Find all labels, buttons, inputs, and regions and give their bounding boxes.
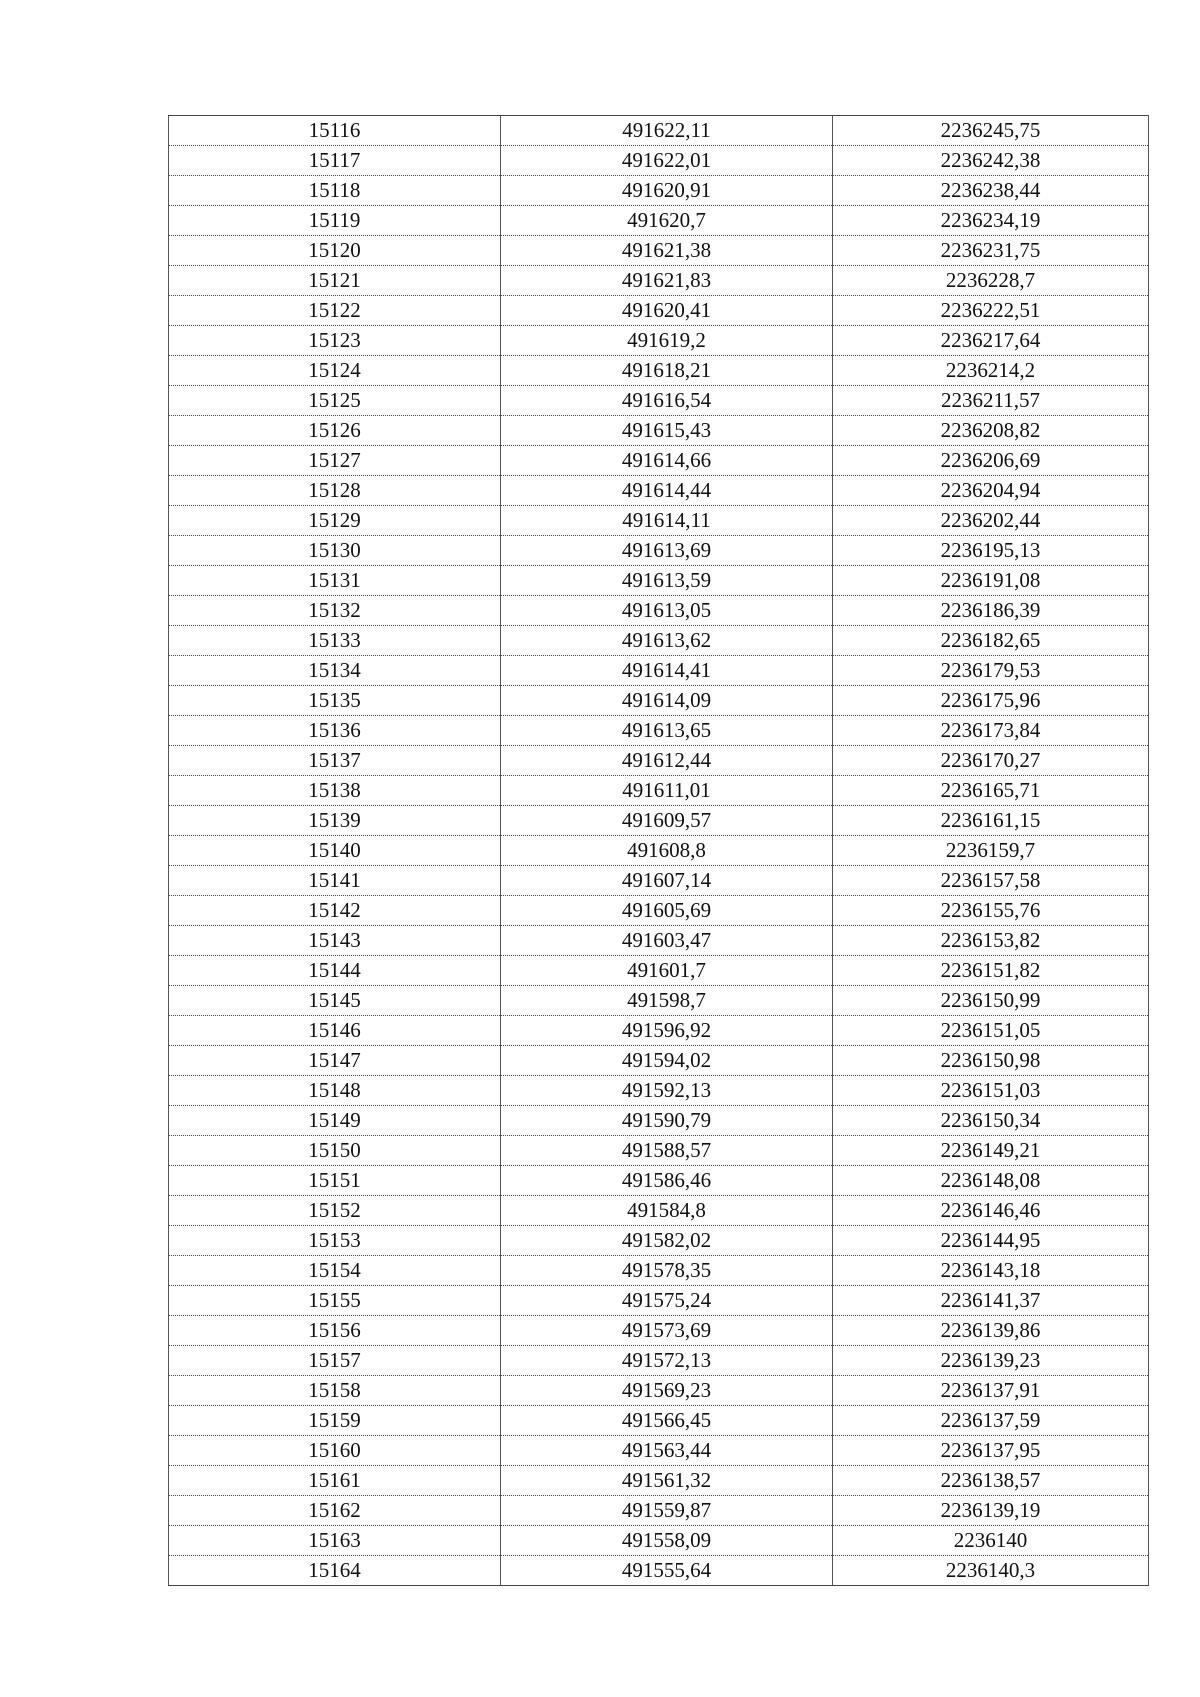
y-coordinate-cell: 2236148,08 <box>833 1166 1149 1196</box>
x-coordinate-cell: 491612,44 <box>501 746 833 776</box>
y-coordinate-cell: 2236204,94 <box>833 476 1149 506</box>
x-coordinate-cell: 491614,09 <box>501 686 833 716</box>
point-number-cell: 15157 <box>169 1346 501 1376</box>
y-coordinate-cell: 2236195,13 <box>833 536 1149 566</box>
y-coordinate-cell: 2236231,75 <box>833 236 1149 266</box>
x-coordinate-cell: 491613,62 <box>501 626 833 656</box>
x-coordinate-cell: 491559,87 <box>501 1496 833 1526</box>
y-coordinate-cell: 2236139,23 <box>833 1346 1149 1376</box>
x-coordinate-cell: 491621,83 <box>501 266 833 296</box>
point-number-cell: 15124 <box>169 356 501 386</box>
point-number-cell: 15116 <box>169 116 501 146</box>
x-coordinate-cell: 491555,64 <box>501 1556 833 1586</box>
table-row <box>169 806 1149 836</box>
table-row <box>169 1106 1149 1136</box>
y-coordinate-cell: 2236234,19 <box>833 206 1149 236</box>
x-coordinate-cell: 491609,57 <box>501 806 833 836</box>
y-coordinate-cell: 2236150,34 <box>833 1106 1149 1136</box>
point-number-cell: 15127 <box>169 446 501 476</box>
y-coordinate-cell: 2236242,38 <box>833 146 1149 176</box>
x-coordinate-cell: 491561,32 <box>501 1466 833 1496</box>
x-coordinate-cell: 491613,05 <box>501 596 833 626</box>
x-coordinate-cell: 491594,02 <box>501 1046 833 1076</box>
y-coordinate-cell: 2236151,05 <box>833 1016 1149 1046</box>
y-coordinate-cell: 2236138,57 <box>833 1466 1149 1496</box>
table-row <box>169 1466 1149 1496</box>
x-coordinate-cell: 491573,69 <box>501 1316 833 1346</box>
y-coordinate-cell: 2236140,3 <box>833 1556 1149 1586</box>
point-number-cell: 15161 <box>169 1466 501 1496</box>
point-number-cell: 15134 <box>169 656 501 686</box>
x-coordinate-cell: 491622,01 <box>501 146 833 176</box>
y-coordinate-cell: 2236137,95 <box>833 1436 1149 1466</box>
table-row <box>169 626 1149 656</box>
point-number-cell: 15121 <box>169 266 501 296</box>
coordinates-table-container <box>168 115 1148 1586</box>
point-number-cell: 15125 <box>169 386 501 416</box>
table-row <box>169 1316 1149 1346</box>
x-coordinate-cell: 491582,02 <box>501 1226 833 1256</box>
table-row <box>169 896 1149 926</box>
table-row <box>169 476 1149 506</box>
table-row <box>169 686 1149 716</box>
point-number-cell: 15138 <box>169 776 501 806</box>
y-coordinate-cell: 2236143,18 <box>833 1256 1149 1286</box>
x-coordinate-cell: 491566,45 <box>501 1406 833 1436</box>
y-coordinate-cell: 2236211,57 <box>833 386 1149 416</box>
point-number-cell: 15120 <box>169 236 501 266</box>
point-number-cell: 15133 <box>169 626 501 656</box>
table-row <box>169 446 1149 476</box>
x-coordinate-cell: 491614,41 <box>501 656 833 686</box>
x-coordinate-cell: 491620,91 <box>501 176 833 206</box>
point-number-cell: 15141 <box>169 866 501 896</box>
y-coordinate-cell: 2236153,82 <box>833 926 1149 956</box>
point-number-cell: 15128 <box>169 476 501 506</box>
x-coordinate-cell: 491590,79 <box>501 1106 833 1136</box>
point-number-cell: 15156 <box>169 1316 501 1346</box>
x-coordinate-cell: 491621,38 <box>501 236 833 266</box>
point-number-cell: 15153 <box>169 1226 501 1256</box>
x-coordinate-cell: 491572,13 <box>501 1346 833 1376</box>
point-number-cell: 15164 <box>169 1556 501 1586</box>
x-coordinate-cell: 491615,43 <box>501 416 833 446</box>
x-coordinate-cell: 491620,7 <box>501 206 833 236</box>
table-row <box>169 596 1149 626</box>
table-row <box>169 1286 1149 1316</box>
table-row <box>169 926 1149 956</box>
y-coordinate-cell: 2236175,96 <box>833 686 1149 716</box>
table-row <box>169 836 1149 866</box>
point-number-cell: 15123 <box>169 326 501 356</box>
table-row <box>169 1076 1149 1106</box>
x-coordinate-cell: 491622,11 <box>501 116 833 146</box>
x-coordinate-cell: 491608,8 <box>501 836 833 866</box>
table-row <box>169 206 1149 236</box>
y-coordinate-cell: 2236165,71 <box>833 776 1149 806</box>
coordinates-table-body <box>169 116 1149 1586</box>
y-coordinate-cell: 2236151,03 <box>833 1076 1149 1106</box>
y-coordinate-cell: 2236146,46 <box>833 1196 1149 1226</box>
y-coordinate-cell: 2236208,82 <box>833 416 1149 446</box>
table-row <box>169 1376 1149 1406</box>
y-coordinate-cell: 2236139,86 <box>833 1316 1149 1346</box>
y-coordinate-cell: 2236144,95 <box>833 1226 1149 1256</box>
table-row <box>169 656 1149 686</box>
table-row <box>169 416 1149 446</box>
y-coordinate-cell: 2236202,44 <box>833 506 1149 536</box>
y-coordinate-cell: 2236206,69 <box>833 446 1149 476</box>
y-coordinate-cell: 2236141,37 <box>833 1286 1149 1316</box>
table-row <box>169 1526 1149 1556</box>
point-number-cell: 15158 <box>169 1376 501 1406</box>
table-row <box>169 566 1149 596</box>
table-row <box>169 506 1149 536</box>
x-coordinate-cell: 491592,13 <box>501 1076 833 1106</box>
point-number-cell: 15140 <box>169 836 501 866</box>
y-coordinate-cell: 2236238,44 <box>833 176 1149 206</box>
x-coordinate-cell: 491614,11 <box>501 506 833 536</box>
point-number-cell: 15147 <box>169 1046 501 1076</box>
point-number-cell: 15130 <box>169 536 501 566</box>
coordinates-table <box>168 115 1149 1586</box>
table-row <box>169 116 1149 146</box>
table-row <box>169 1346 1149 1376</box>
table-row <box>169 296 1149 326</box>
point-number-cell: 15135 <box>169 686 501 716</box>
table-row <box>169 1226 1149 1256</box>
point-number-cell: 15122 <box>169 296 501 326</box>
point-number-cell: 15145 <box>169 986 501 1016</box>
x-coordinate-cell: 491563,44 <box>501 1436 833 1466</box>
y-coordinate-cell: 2236137,91 <box>833 1376 1149 1406</box>
point-number-cell: 15119 <box>169 206 501 236</box>
x-coordinate-cell: 491614,44 <box>501 476 833 506</box>
table-row <box>169 956 1149 986</box>
point-number-cell: 15126 <box>169 416 501 446</box>
point-number-cell: 15142 <box>169 896 501 926</box>
x-coordinate-cell: 491613,69 <box>501 536 833 566</box>
y-coordinate-cell: 2236191,08 <box>833 566 1149 596</box>
y-coordinate-cell: 2236151,82 <box>833 956 1149 986</box>
y-coordinate-cell: 2236179,53 <box>833 656 1149 686</box>
table-row <box>169 776 1149 806</box>
y-coordinate-cell: 2236139,19 <box>833 1496 1149 1526</box>
y-coordinate-cell: 2236150,99 <box>833 986 1149 1016</box>
y-coordinate-cell: 2236245,75 <box>833 116 1149 146</box>
y-coordinate-cell: 2236222,51 <box>833 296 1149 326</box>
y-coordinate-cell: 2236137,59 <box>833 1406 1149 1436</box>
table-row <box>169 1046 1149 1076</box>
table-row <box>169 1406 1149 1436</box>
x-coordinate-cell: 491616,54 <box>501 386 833 416</box>
x-coordinate-cell: 491588,57 <box>501 1136 833 1166</box>
point-number-cell: 15154 <box>169 1256 501 1286</box>
point-number-cell: 15150 <box>169 1136 501 1166</box>
y-coordinate-cell: 2236182,65 <box>833 626 1149 656</box>
x-coordinate-cell: 491618,21 <box>501 356 833 386</box>
point-number-cell: 15149 <box>169 1106 501 1136</box>
x-coordinate-cell: 491611,01 <box>501 776 833 806</box>
table-row <box>169 716 1149 746</box>
table-row <box>169 236 1149 266</box>
y-coordinate-cell: 2236155,76 <box>833 896 1149 926</box>
table-row <box>169 356 1149 386</box>
y-coordinate-cell: 2236228,7 <box>833 266 1149 296</box>
table-row <box>169 326 1149 356</box>
point-number-cell: 15148 <box>169 1076 501 1106</box>
table-row <box>169 1166 1149 1196</box>
y-coordinate-cell: 2236150,98 <box>833 1046 1149 1076</box>
point-number-cell: 15143 <box>169 926 501 956</box>
table-row <box>169 1496 1149 1526</box>
table-row <box>169 746 1149 776</box>
point-number-cell: 15155 <box>169 1286 501 1316</box>
x-coordinate-cell: 491598,7 <box>501 986 833 1016</box>
point-number-cell: 15136 <box>169 716 501 746</box>
y-coordinate-cell: 2236214,2 <box>833 356 1149 386</box>
table-row <box>169 386 1149 416</box>
y-coordinate-cell: 2236159,7 <box>833 836 1149 866</box>
x-coordinate-cell: 491613,65 <box>501 716 833 746</box>
table-row <box>169 1556 1149 1586</box>
point-number-cell: 15163 <box>169 1526 501 1556</box>
point-number-cell: 15118 <box>169 176 501 206</box>
y-coordinate-cell: 2236157,58 <box>833 866 1149 896</box>
x-coordinate-cell: 491607,14 <box>501 866 833 896</box>
y-coordinate-cell: 2236217,64 <box>833 326 1149 356</box>
point-number-cell: 15137 <box>169 746 501 776</box>
y-coordinate-cell: 2236186,39 <box>833 596 1149 626</box>
table-row <box>169 1136 1149 1166</box>
point-number-cell: 15151 <box>169 1166 501 1196</box>
point-number-cell: 15132 <box>169 596 501 626</box>
point-number-cell: 15131 <box>169 566 501 596</box>
x-coordinate-cell: 491578,35 <box>501 1256 833 1286</box>
x-coordinate-cell: 491596,92 <box>501 1016 833 1046</box>
point-number-cell: 15162 <box>169 1496 501 1526</box>
y-coordinate-cell: 2236140 <box>833 1526 1149 1556</box>
y-coordinate-cell: 2236161,15 <box>833 806 1149 836</box>
x-coordinate-cell: 491575,24 <box>501 1286 833 1316</box>
point-number-cell: 15129 <box>169 506 501 536</box>
point-number-cell: 15160 <box>169 1436 501 1466</box>
point-number-cell: 15159 <box>169 1406 501 1436</box>
table-row <box>169 536 1149 566</box>
table-row <box>169 1196 1149 1226</box>
point-number-cell: 15146 <box>169 1016 501 1046</box>
x-coordinate-cell: 491614,66 <box>501 446 833 476</box>
x-coordinate-cell: 491620,41 <box>501 296 833 326</box>
point-number-cell: 15152 <box>169 1196 501 1226</box>
y-coordinate-cell: 2236149,21 <box>833 1136 1149 1166</box>
x-coordinate-cell: 491586,46 <box>501 1166 833 1196</box>
table-row <box>169 1256 1149 1286</box>
table-row <box>169 1436 1149 1466</box>
y-coordinate-cell: 2236173,84 <box>833 716 1149 746</box>
point-number-cell: 15117 <box>169 146 501 176</box>
x-coordinate-cell: 491569,23 <box>501 1376 833 1406</box>
x-coordinate-cell: 491605,69 <box>501 896 833 926</box>
point-number-cell: 15144 <box>169 956 501 986</box>
y-coordinate-cell: 2236170,27 <box>833 746 1149 776</box>
table-row <box>169 1016 1149 1046</box>
table-row <box>169 266 1149 296</box>
x-coordinate-cell: 491584,8 <box>501 1196 833 1226</box>
table-row <box>169 176 1149 206</box>
x-coordinate-cell: 491601,7 <box>501 956 833 986</box>
point-number-cell: 15139 <box>169 806 501 836</box>
x-coordinate-cell: 491558,09 <box>501 1526 833 1556</box>
x-coordinate-cell: 491613,59 <box>501 566 833 596</box>
table-row <box>169 146 1149 176</box>
table-row <box>169 986 1149 1016</box>
x-coordinate-cell: 491603,47 <box>501 926 833 956</box>
x-coordinate-cell: 491619,2 <box>501 326 833 356</box>
table-row <box>169 866 1149 896</box>
